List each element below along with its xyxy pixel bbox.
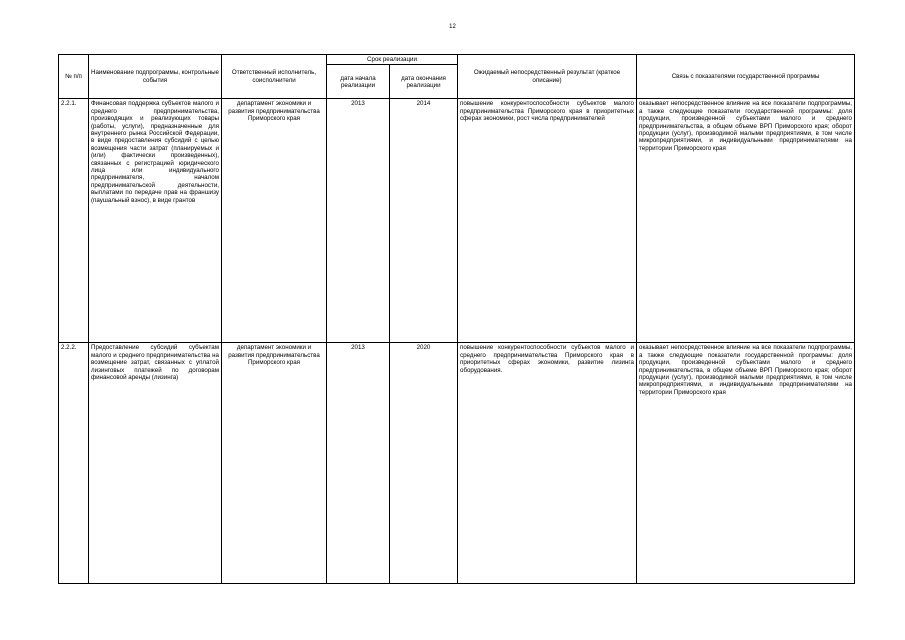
row-num: 2.2.1. — [59, 99, 89, 343]
row-start: 2013 — [327, 343, 390, 584]
header-period: Срок реализации — [327, 55, 458, 65]
table-row — [59, 99, 855, 343]
program-table — [58, 54, 855, 584]
header-result: Ожидаемый непосредственный результат (краткое описание) — [458, 55, 637, 99]
row-result: повышение конкурентоспособности субъектов малого предпринимательства Приморского края в приоритетных сферах экономики, рост числа предпринимателей — [458, 99, 637, 343]
row-name: Финансовая поддержка субъектов малого и среднего предпринимательства, производящих и реализующих товары (работы, услуги), предназначенные для внутреннего рынка Российской Федерации, в виде предоставления субсидий с целью возмещения части затрат (планируемых и (или) фактически произведенных), связанных с регистрацией юридического лица или индивидуального предпринимателя, началом предпринимательской деятельности, выплатами по передаче прав на франшизу (паушальный взнос), в виде грантов — [89, 99, 222, 343]
header-name: Наименование подпрограммы, контрольные события — [89, 55, 222, 99]
header-end: дата окончания реализации — [390, 65, 458, 99]
table-row — [59, 343, 855, 584]
row-end: 2014 — [390, 99, 458, 343]
row-responsible: департамент экономики и развития предпринимательства Приморского края — [222, 99, 327, 343]
row-result: повышение конкурентоспособности субъектов малого и среднего предпринимательства Приморского края в приоритетных сферах экономики, развитие лизинга оборудования. — [458, 343, 637, 584]
row-end: 2020 — [390, 343, 458, 584]
header-num: № п/п — [59, 55, 89, 99]
header-responsible: Ответственный исполнитель, соисполнители — [222, 55, 327, 99]
row-start: 2013 — [327, 99, 390, 343]
row-link: оказывает непосредственное влияние на все показатели подпрограммы, а также следующие показатели государственной программы: доля продукции, произведенной субъектами малого и среднего предпринимательства, в общем объеме ВРП Приморского края; оборот продукции (услуг), производимой малыми предприятиями, в том числе микропредприятиями, и индивидуальными предпринимателями на территории Приморского края — [637, 99, 855, 343]
row-link: оказывает непосредственное влияние на все показатели подпрограммы, а также следующие показатели государственной программы: доля продукции, произведенной субъектами малого и среднего предпринимательства, в общем объеме ВРП Приморского края; оборот продукции (услуг), производимой малыми предприятиями, в том числе микропредприятиями, и индивидуальными предпринимателями на территории Приморского края — [637, 343, 855, 584]
row-name: Предоставление субсидий субъектам малого и среднего предпринимательства на возмещение затрат, связанных с уплатой лизинговых платежей по договорам финансовой аренды (лизинга) — [89, 343, 222, 584]
row-num: 2.2.2. — [59, 343, 89, 584]
header-link: Связь с показателями государственной программы — [637, 55, 855, 99]
row-responsible: департамент экономики и развития предпринимательства Приморского края — [222, 343, 327, 584]
page-number: 12 — [449, 24, 456, 30]
header-start: дата начала реализации — [327, 65, 390, 99]
